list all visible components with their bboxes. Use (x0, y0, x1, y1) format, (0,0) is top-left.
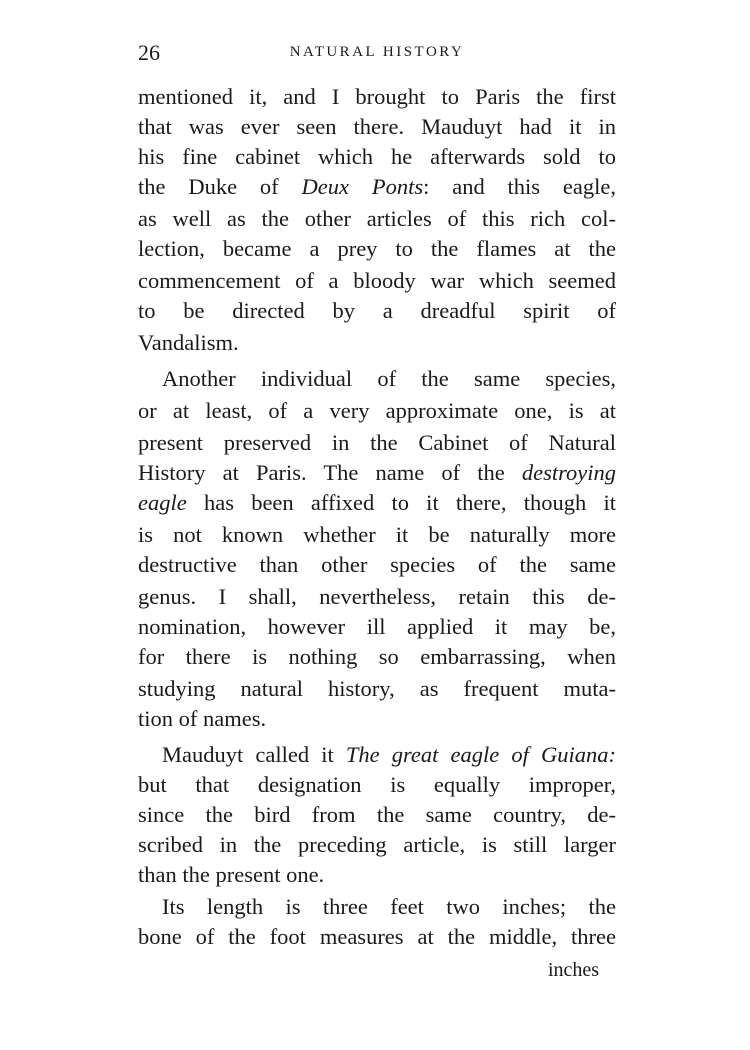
text-line: Another individual of the same species, (162, 366, 616, 391)
text-segment: has been affixed to it there, though it (186, 490, 616, 515)
text-line: but that designation is equally improper, (138, 772, 616, 797)
italic-phrase: The great eagle of Guiana: (345, 742, 616, 767)
text-line (138, 458, 616, 488)
text-line: lection, became a prey to the flames at the (138, 236, 616, 261)
text-line: present preserved in the Cabinet of Natural (138, 430, 616, 455)
text-line: Vandalism. (138, 330, 239, 355)
text-line: genus. I shall, nevertheless, retain this de- (138, 584, 616, 609)
italic-phrase: destroying (521, 460, 616, 485)
text-line: commencement of a bloody war which seemed (138, 268, 616, 293)
text-line: his fine cabinet which he afterwards sold to (138, 144, 616, 169)
text-line: as well as the other articles of this rich col- (138, 206, 616, 231)
text-line: tion of names. (138, 706, 267, 731)
text-line (138, 488, 616, 518)
text-line: studying natural history, as frequent muta- (138, 676, 616, 701)
text-segment: the Duke of (138, 174, 302, 199)
text-line: than the present one. (138, 862, 325, 887)
text-line: scribed in the preceding article, is still larger (138, 832, 616, 857)
text-line: to be directed by a dreadful spirit of (138, 298, 616, 323)
page-number: 26 (138, 40, 160, 65)
italic-phrase: Deux Ponts (301, 174, 424, 199)
text-line: for there is nothing so embarrassing, when (138, 644, 616, 669)
text-segment: History at Paris. The name of the (138, 460, 522, 485)
text-line: is not known whether it be naturally more (138, 522, 616, 547)
text-segment: Mauduyt called it (162, 742, 346, 767)
running-head: NATURAL HISTORY (289, 44, 465, 60)
text-line: that was ever seen there. Mauduyt had it in (138, 114, 616, 139)
italic-phrase: eagle (138, 490, 187, 515)
text-segment: : and this eagle, (423, 174, 616, 199)
text-line: Its length is three feet two inches; the (162, 894, 616, 919)
text-line: nomination, however ill applied it may be, (138, 614, 616, 639)
catchword: inches (548, 959, 600, 981)
text-line: or at least, of a very approximate one, is at (138, 398, 616, 423)
text-line (138, 172, 616, 202)
text-line: bone of the foot measures at the middle, three (138, 924, 616, 949)
page-header (138, 40, 616, 64)
text-line: mentioned it, and I brought to Paris the first (138, 84, 616, 109)
text-line: destructive than other species of the same (138, 552, 616, 577)
text-line (138, 740, 616, 770)
text-line: since the bird from the same country, de- (138, 802, 616, 827)
